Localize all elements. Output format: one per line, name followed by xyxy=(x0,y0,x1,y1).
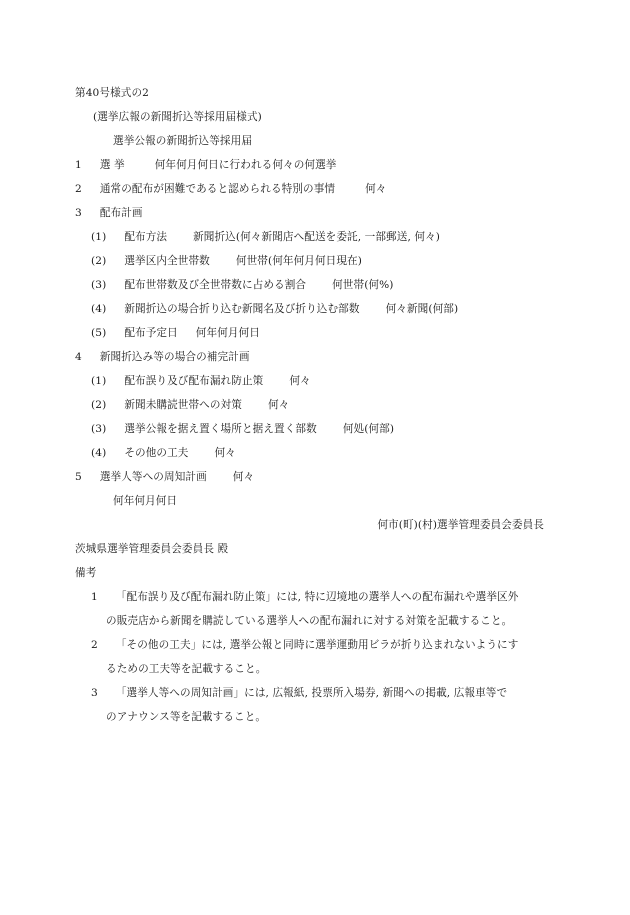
item-3-4-number: (4) xyxy=(91,303,107,315)
item-3-2-label: 選挙区内全世帯数 xyxy=(124,255,210,267)
note-3-line-1 xyxy=(91,688,507,699)
item-3-3 xyxy=(91,280,394,291)
item-4-3-label: 選挙公報を据え置く場所と据え置く部数 xyxy=(124,423,317,435)
item-3-3-label: 配布世帯数及び全世帯数に占める割合 xyxy=(124,279,307,291)
item-1-value: 何年何月何日に行われる何々の何選挙 xyxy=(154,159,337,171)
note-3-text-1: 「選挙人等への周知計画」には, 広報紙, 投票所入場券, 新聞への掲載, 広報車等で xyxy=(115,687,508,699)
item-2-number: 2 xyxy=(75,183,82,195)
item-3-2 xyxy=(91,256,362,267)
item-4-4-value: 何々 xyxy=(214,447,236,459)
item-4-3 xyxy=(91,424,394,435)
item-4-3-value: 何処(何部) xyxy=(342,423,395,435)
item-5-number: 5 xyxy=(75,471,82,483)
item-4-2-number: (2) xyxy=(91,399,107,411)
item-4-2-label: 新聞未購読世帯への対策 xyxy=(124,399,242,411)
item-1-number: 1 xyxy=(75,159,82,171)
form-title: 選挙公報の新聞折込等採用届 xyxy=(113,135,253,147)
item-5-value: 何々 xyxy=(232,471,255,483)
item-3-3-value: 何世帯(何%) xyxy=(332,279,394,291)
note-1-line-1 xyxy=(91,592,518,603)
item-4-3-number: (3) xyxy=(91,423,107,435)
item-3 xyxy=(75,208,143,219)
form-subtitle: (選挙広報の新聞折込等採用届様式) xyxy=(93,111,262,123)
item-3-number: 3 xyxy=(75,207,82,219)
item-3-5-number: (5) xyxy=(91,327,107,339)
item-3-5-label: 配布予定日 xyxy=(124,327,178,339)
item-4-label: 新聞折込み等の場合の補完計画 xyxy=(99,351,250,363)
note-2-line-2: るための工夫等を記載すること。 xyxy=(106,663,267,675)
item-4-4-label: その他の工夫 xyxy=(124,447,189,459)
item-4-number: 4 xyxy=(75,351,82,363)
note-2-line-1 xyxy=(91,640,518,651)
item-1 xyxy=(75,160,337,171)
notes-heading: 備考 xyxy=(75,567,97,579)
item-3-1-value: 新聞折込(何々新聞店へ配送を委託, 一部郵送, 何々) xyxy=(193,231,440,243)
note-2-number: 2 xyxy=(91,639,98,651)
sender-name: 何市(町)(村)選挙管理委員会委員長 xyxy=(377,519,544,531)
item-3-2-number: (2) xyxy=(91,255,107,267)
item-3-3-number: (3) xyxy=(91,279,107,291)
note-2-text-1: 「その他の工夫」には, 選挙公報と同時に選挙運動用ビラが折り込まれないようにす xyxy=(115,639,519,651)
item-4-4 xyxy=(91,448,236,459)
item-3-4 xyxy=(91,304,458,315)
note-3-number: 3 xyxy=(91,687,98,699)
item-5 xyxy=(75,472,254,483)
item-1-label: 選 挙 xyxy=(99,159,125,171)
form-number: 第40号様式の2 xyxy=(75,87,149,99)
note-1-number: 1 xyxy=(91,591,98,603)
note-1-line-2: の販売店から新聞を購読している選挙人への配布漏れに対する対策を記載すること。 xyxy=(106,615,513,627)
item-3-5 xyxy=(91,328,260,339)
item-4-1-value: 何々 xyxy=(289,375,311,387)
note-3-line-2: のアナウンス等を記載すること。 xyxy=(106,711,267,723)
item-5-label: 選挙人等への周知計画 xyxy=(99,471,207,483)
item-4 xyxy=(75,352,250,363)
item-3-1-number: (1) xyxy=(91,231,107,243)
note-1-text-1: 「配布誤り及び配布漏れ防止策」には, 特に辺境地の選挙人への配布漏れや選挙区外 xyxy=(115,591,519,603)
item-3-1-label: 配布方法 xyxy=(124,231,168,243)
item-3-label: 配布計画 xyxy=(99,207,143,219)
item-4-2-value: 何々 xyxy=(267,399,290,411)
item-2-label: 通常の配布が困難であると認められる特別の事情 xyxy=(99,183,336,195)
item-2-value: 何々 xyxy=(365,183,387,195)
item-4-1-number: (1) xyxy=(91,375,107,387)
item-4-1-label: 配布誤り及び配布漏れ防止策 xyxy=(124,375,264,387)
item-3-4-value: 何々新聞(何部) xyxy=(385,303,459,315)
addressee: 茨城県選挙管理委員会委員長 殿 xyxy=(75,543,229,555)
item-4-2 xyxy=(91,400,289,411)
item-4-4-number: (4) xyxy=(91,447,107,459)
item-4-1 xyxy=(91,376,311,387)
item-3-4-label: 新聞折込の場合折り込む新聞名及び折り込む部数 xyxy=(124,303,360,315)
item-3-1 xyxy=(91,232,440,243)
submission-date: 何年何月何日 xyxy=(113,495,178,507)
item-3-5-value: 何年何月何日 xyxy=(195,327,260,339)
item-2 xyxy=(75,184,387,195)
item-3-2-value: 何世帯(何年何月何日現在) xyxy=(235,255,362,267)
